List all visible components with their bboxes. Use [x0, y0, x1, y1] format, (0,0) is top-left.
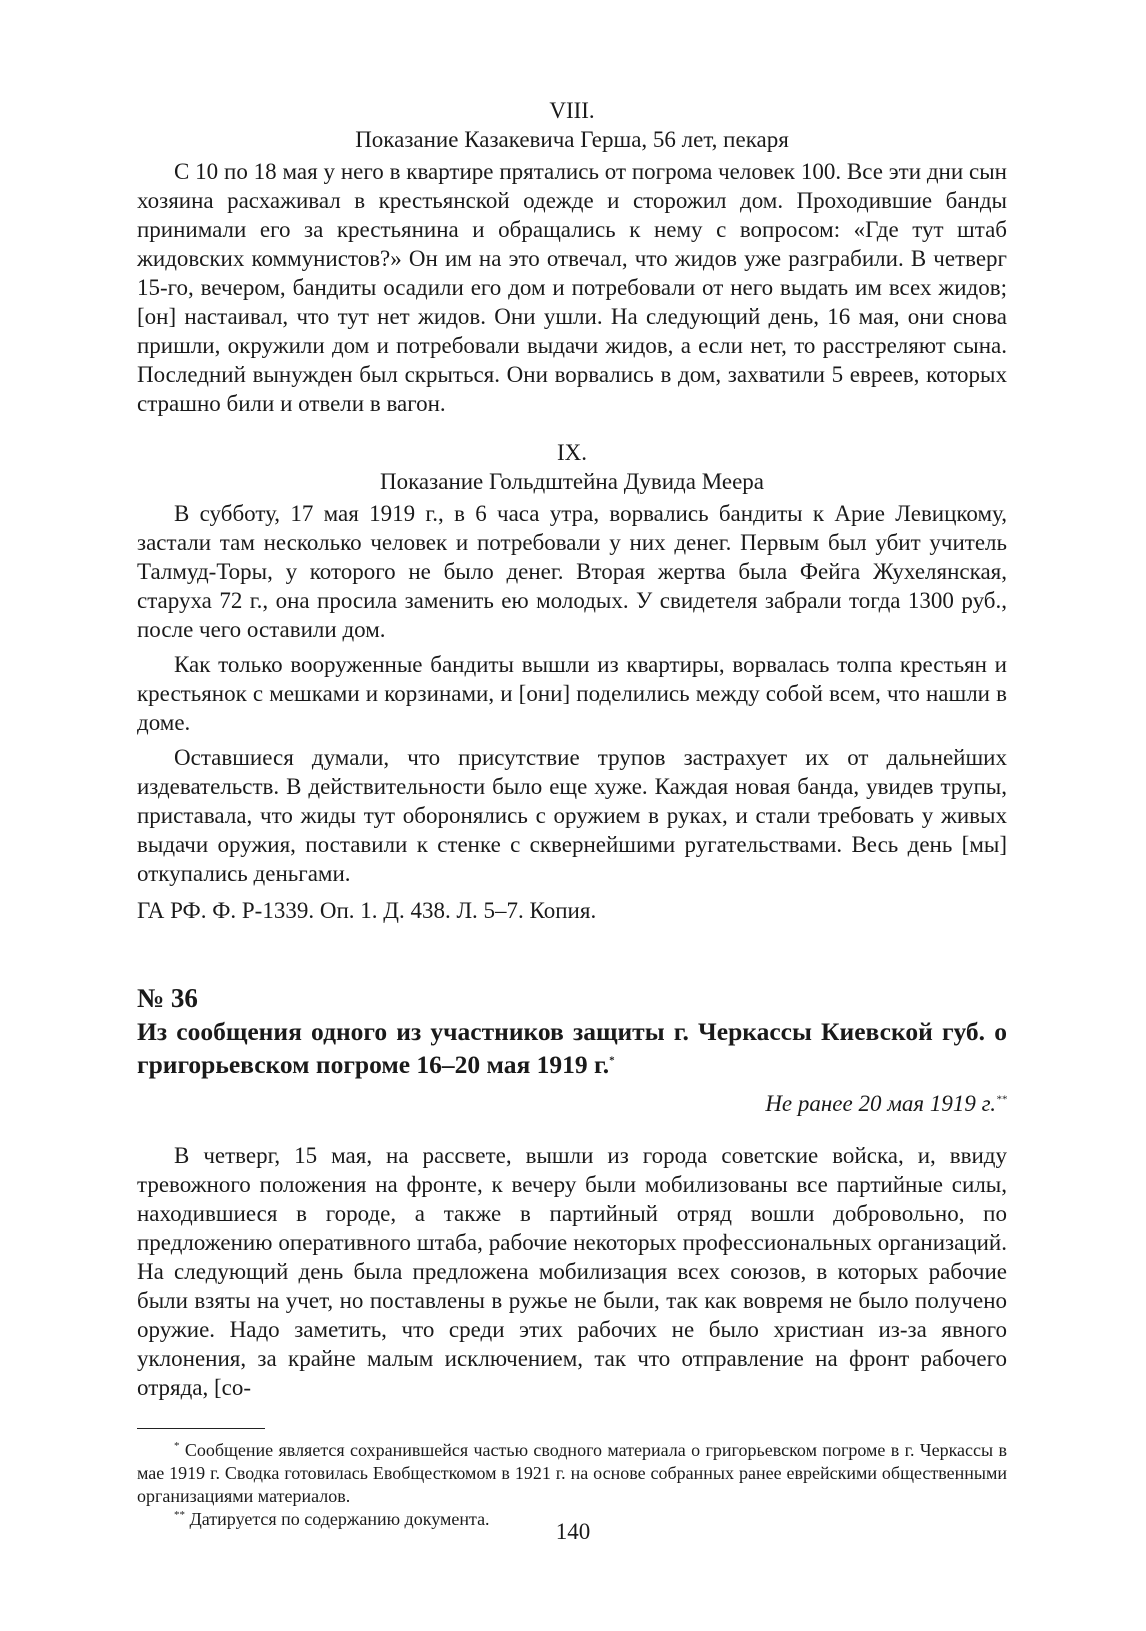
footnote-text: Сообщение является сохранившейся частью сводного материала о григорьевском погроме в г. Черкассы в мае 1919 г. Сводка готовилась Евобщесткомом в 1921 г. на основе собранных ранее еврейскими общественными организациями материалов. [137, 1440, 1007, 1506]
section-number: VIII. [549, 98, 595, 123]
footnote-marker: * [609, 1054, 615, 1067]
document-date-text: Не ранее 20 мая 1919 г. [765, 1091, 996, 1116]
document-title-text: Из сообщения одного из участников защиты г. Черкассы Киевской губ. о григорьевском погроме 16–20 мая 1919 г. [137, 1017, 1007, 1079]
section-title: Показание Гольдштейна Дувида Меера [380, 469, 764, 494]
section-title: Показание Казакевича Герша, 56 лет, пекаря [355, 127, 789, 152]
footnote-text: Датируется по содержанию документа. [185, 1509, 490, 1529]
archive-reference: ГА РФ. Ф. Р-1339. Оп. 1. Д. 438. Л. 5–7. Копия. [137, 898, 597, 923]
paragraph: В четверг, 15 мая, на рассвете, вышли из города советские войска, и, ввиду тревожного положения на фронте, к вечеру были мобилизованы все партийные силы, находившиеся в городе, а также в партийный отряд вошли добровольно, по предложению оперативного штаба, рабочие некоторых профессиональных организаций. На следующий день была предложена мобилизация всех союзов, в которых рабочие были взяты на учет, но поставлены в ружье не были, так как вовремя не было получено оружие. Надо заметить, что среди этих рабочих не было христиан из-за явного уклонения, за крайне малым исключением, так что отправление на фронт рабочего отряда, [со- [137, 1143, 1007, 1400]
paragraph: Оставшиеся думали, что присутствие трупов застрахует их от дальнейших издевательств. В действительности было еще хуже. Каждая новая банда, увидев трупы, приставала, что жиды тут оборонялись с оружием в руках, и стали требовать у живых выдачи оружия, поставили к стенке с сквернейшими ругательствами. Весь день [мы] откупались деньгами. [137, 745, 1007, 886]
paragraph: С 10 по 18 мая у него в квартире прятались от погрома человек 100. Все эти дни сын хозяина расхаживал в крестьянской одежде и сторожил дом. Проходившие банды принимали его за крестьянина и обращались к нему с вопросом: «Где тут штаб жидовских коммунистов?» Он им на это отвечал, что жидов уже разграбили. В четверг 15-го, вечером, бандиты осадили его дом и потребовали от него выдать им всех жидов; [он] настаивал, что тут нет жидов. Они ушли. На следующий день, 16 мая, они снова пришли, окружили дом и потребовали выдачи жидов, а если нет, то расстреляют сына. Последний вынужден был скрыться. Они ворвались в дом, захватили 5 евреев, которых страшно били и отвели в вагон. [137, 159, 1007, 416]
section-number: IX. [556, 440, 588, 465]
document-number: № 36 [137, 983, 198, 1013]
document-date [137, 1089, 1007, 1119]
footnote-marker: * [174, 1440, 180, 1452]
page-content [137, 97, 1007, 1531]
document-title [137, 1015, 1007, 1081]
footnote-divider [137, 1428, 265, 1429]
footnote-marker: ** [996, 1093, 1007, 1106]
footnote [137, 1439, 1007, 1508]
page-number: 140 [555, 1519, 591, 1544]
footnote-marker: ** [174, 1509, 185, 1521]
paragraph: В субботу, 17 мая 1919 г., в 6 часа утра, ворвались бандиты к Арие Левицкому, застали там несколько человек и потребовали у них денег. Первым был убит учитель Талмуд-Торы, у которого не было денег. Вторая жертва была Фейга Жухелянская, старуха 72 г., она просила заменить ею молодых. У свидетеля забрали тогда 1300 руб., после чего оставили дом. [137, 501, 1007, 642]
paragraph: Как только вооруженные бандиты вышли из квартиры, ворвалась толпа крестьян и крестьянок с мешками и корзинами, и [они] поделились между собой всем, что нашли в доме. [137, 652, 1007, 735]
